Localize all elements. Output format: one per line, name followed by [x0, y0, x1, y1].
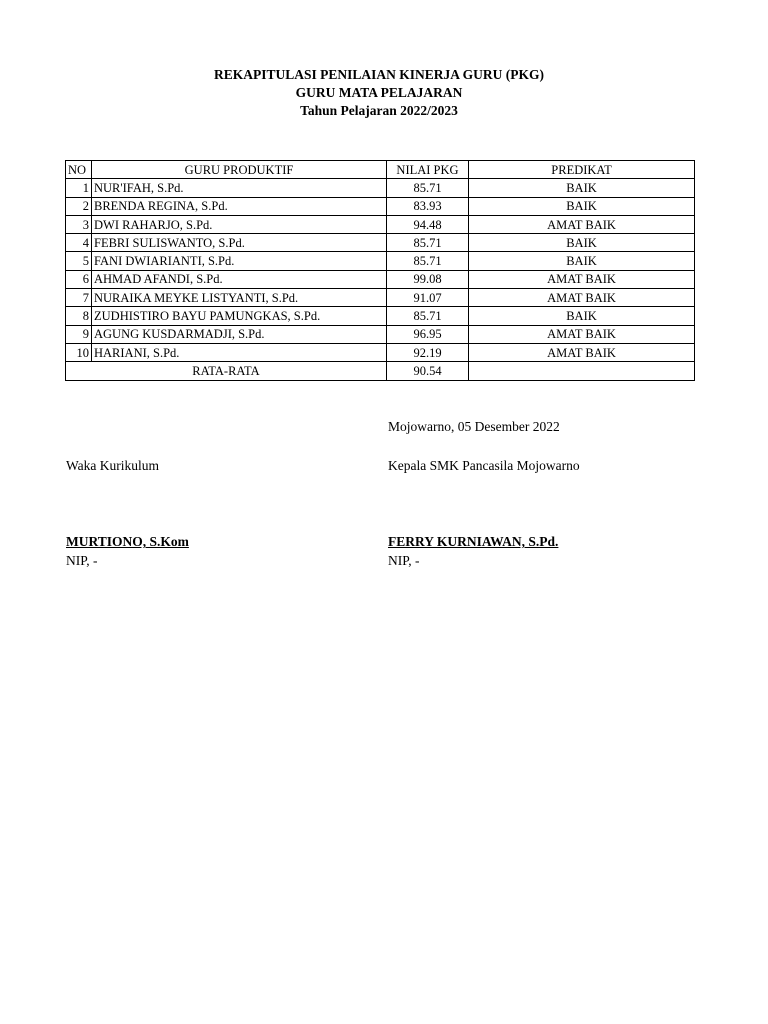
row-no: 3	[66, 215, 92, 233]
row-no: 2	[66, 197, 92, 215]
row-name: AHMAD AFANDI, S.Pd.	[92, 270, 387, 288]
row-nilai: 91.07	[387, 289, 469, 307]
row-nilai: 96.95	[387, 325, 469, 343]
pkg-table	[65, 160, 695, 381]
title-line-2: GURU MATA PELAJARAN	[295, 85, 463, 100]
row-nilai: 92.19	[387, 343, 469, 361]
table-row	[66, 234, 695, 252]
row-nilai: 85.71	[387, 179, 469, 197]
row-predikat: AMAT BAIK	[469, 325, 695, 343]
table-row	[66, 252, 695, 270]
row-name: FEBRI SULISWANTO, S.Pd.	[92, 234, 387, 252]
row-no: 7	[66, 289, 92, 307]
row-name: HARIANI, S.Pd.	[92, 343, 387, 361]
row-predikat: AMAT BAIK	[469, 215, 695, 233]
right-signer-name: FERRY KURNIAWAN, S.Pd.	[388, 534, 559, 549]
table-row	[66, 270, 695, 288]
row-no: 1	[66, 179, 92, 197]
row-no: 4	[66, 234, 92, 252]
row-predikat: BAIK	[469, 197, 695, 215]
row-name: NURAIKA MEYKE LISTYANTI, S.Pd.	[92, 289, 387, 307]
average-value: 90.54	[387, 362, 469, 380]
row-nilai: 85.71	[387, 307, 469, 325]
row-nilai: 99.08	[387, 270, 469, 288]
row-predikat: BAIK	[469, 307, 695, 325]
row-predikat: BAIK	[469, 234, 695, 252]
table-row	[66, 215, 695, 233]
average-label: RATA-RATA	[66, 362, 387, 380]
row-name: NUR'IFAH, S.Pd.	[92, 179, 387, 197]
table-row	[66, 307, 695, 325]
table-row	[66, 325, 695, 343]
table-row	[66, 289, 695, 307]
row-predikat: BAIK	[469, 252, 695, 270]
row-no: 8	[66, 307, 92, 325]
row-predikat: AMAT BAIK	[469, 343, 695, 361]
place-date: Mojowarno, 05 Desember 2022	[388, 419, 560, 434]
row-name: ZUDHISTIRO BAYU PAMUNGKAS, S.Pd.	[92, 307, 387, 325]
row-predikat: AMAT BAIK	[469, 270, 695, 288]
row-no: 6	[66, 270, 92, 288]
row-nilai: 85.71	[387, 252, 469, 270]
table-row	[66, 179, 695, 197]
row-name: AGUNG KUSDARMADJI, S.Pd.	[92, 325, 387, 343]
left-signer-nip: NIP, -	[66, 553, 98, 568]
right-signer-nip: NIP, -	[388, 553, 420, 568]
title-line-3: Tahun Pelajaran 2022/2023	[300, 103, 458, 118]
left-signer-role: Waka Kurikulum	[66, 458, 160, 473]
right-signer-role: Kepala SMK Pancasila Mojowarno	[388, 458, 580, 473]
row-no: 9	[66, 325, 92, 343]
row-nilai: 83.93	[387, 197, 469, 215]
column-header-guru: GURU PRODUKTIF	[92, 161, 387, 179]
document-title	[0, 66, 758, 120]
row-predikat: BAIK	[469, 179, 695, 197]
table-row	[66, 343, 695, 361]
row-name: DWI RAHARJO, S.Pd.	[92, 215, 387, 233]
column-header-nilai: NILAI PKG	[387, 161, 469, 179]
row-predikat: AMAT BAIK	[469, 289, 695, 307]
table-row	[66, 197, 695, 215]
title-line-1: REKAPITULASI PENILAIAN KINERJA GURU (PKG)	[213, 67, 545, 82]
average-row	[66, 362, 695, 380]
row-no: 5	[66, 252, 92, 270]
column-header-predikat: PREDIKAT	[469, 161, 695, 179]
row-nilai: 94.48	[387, 215, 469, 233]
left-signer-name: MURTIONO, S.Kom	[66, 534, 189, 549]
average-predikat-empty	[469, 362, 695, 380]
row-name: FANI DWIARIANTI, S.Pd.	[92, 252, 387, 270]
row-nilai: 85.71	[387, 234, 469, 252]
row-name: BRENDA REGINA, S.Pd.	[92, 197, 387, 215]
row-no: 10	[66, 343, 92, 361]
table-header-row	[66, 161, 695, 179]
column-header-no: NO	[66, 161, 92, 179]
